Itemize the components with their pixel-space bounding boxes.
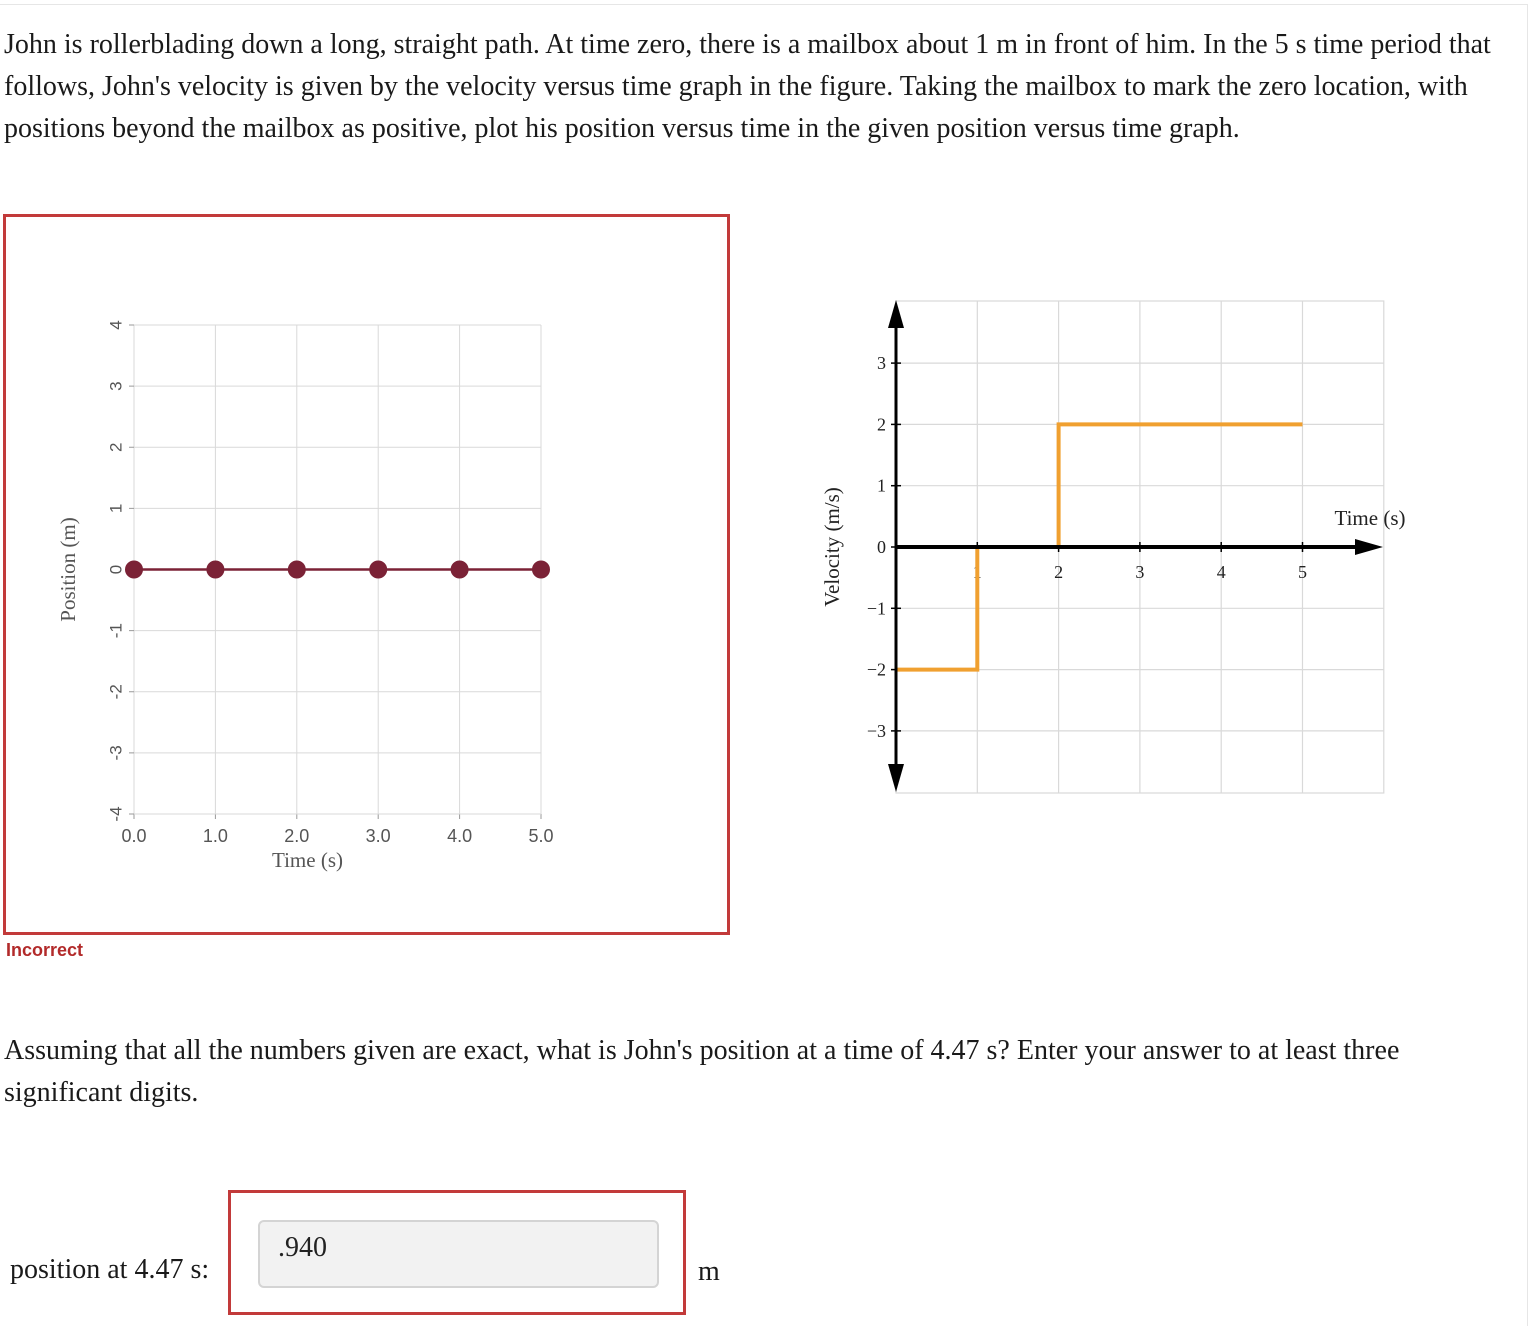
x-tick-label: 4 [1216, 562, 1226, 582]
y-tick-label: 1 [106, 503, 126, 514]
status-incorrect: Incorrect [6, 940, 84, 960]
top-divider [0, 4, 1528, 5]
answer-unit: m [698, 1256, 720, 1287]
position-time-graph[interactable] [6, 217, 727, 932]
y-tick-label: 3 [877, 353, 886, 374]
y-tick-label: 2 [877, 414, 886, 435]
followup-question-text: Assuming that all the numbers given are exact, what is John's position at a time of 4.47 s? Enter your answer to at least three significant digits. [4, 1035, 1400, 1108]
answer-label: position at 4.47 s: [10, 1254, 210, 1285]
y-tick-label: 3 [106, 381, 126, 391]
y-tick-label: -4 [106, 806, 126, 822]
x-tick-label: 5 [1298, 562, 1307, 582]
y-tick-label: 4 [106, 320, 126, 330]
y-tick-label: 0 [877, 537, 886, 557]
x-tick-label: 5.0 [528, 826, 554, 846]
right-divider [1527, 4, 1528, 1326]
y-tick-label: -3 [106, 745, 126, 761]
x-tick-label: 4.0 [447, 826, 473, 846]
velocity-graph-figure [800, 296, 1420, 806]
x-tick-label: 0.0 [121, 826, 147, 846]
x-tick-label: 2 [1054, 562, 1064, 582]
y-tick-label: 0 [106, 564, 126, 575]
y-tick-label: −3 [866, 720, 886, 741]
draggable-point[interactable] [206, 561, 224, 579]
time-axis-arrowhead [1355, 539, 1383, 555]
y-axis-title: Velocity (m/s) [820, 487, 844, 607]
y-tick-label: -2 [106, 684, 126, 700]
draggable-point[interactable] [451, 561, 469, 579]
y-tick-label: 1 [877, 475, 886, 496]
velocity-time-graph [800, 296, 1420, 806]
y-axis-title: Position (m) [56, 517, 80, 622]
y-tick-label: 2 [106, 442, 126, 452]
velocity-axis-up-arrowhead [888, 300, 904, 328]
draggable-point[interactable] [532, 561, 550, 579]
y-tick-label: −2 [866, 659, 886, 680]
x-tick-label: 2.0 [284, 826, 310, 846]
velocity-axis-down-arrowhead [888, 764, 904, 792]
x-axis-title: Time (s) [1334, 506, 1406, 530]
draggable-point[interactable] [369, 561, 387, 579]
draggable-point[interactable] [125, 561, 143, 579]
y-tick-label: −1 [866, 598, 886, 619]
position-graph-answer-box [3, 214, 730, 935]
x-axis-title: Time (s) [272, 848, 343, 872]
question-text: John is rollerblading down a long, straight path. At time zero, there is a mailbox about 1 m in front of him. In the 5 s time period that follows, John's velocity is given by the velocity versus time graph in the figure. Taking the mailbox to mark the zero location, with positions beyond the mailbox as positive, plot his position versus time in the given position versus time graph. [4, 29, 1491, 144]
draggable-point[interactable] [288, 561, 306, 579]
x-tick-label: 1 [972, 562, 982, 582]
position-answer-input[interactable] [258, 1220, 659, 1288]
x-tick-label: 3 [1135, 562, 1145, 582]
x-tick-label: 3.0 [365, 826, 391, 846]
x-tick-label: 1.0 [202, 826, 228, 846]
y-tick-label: -1 [106, 623, 126, 639]
